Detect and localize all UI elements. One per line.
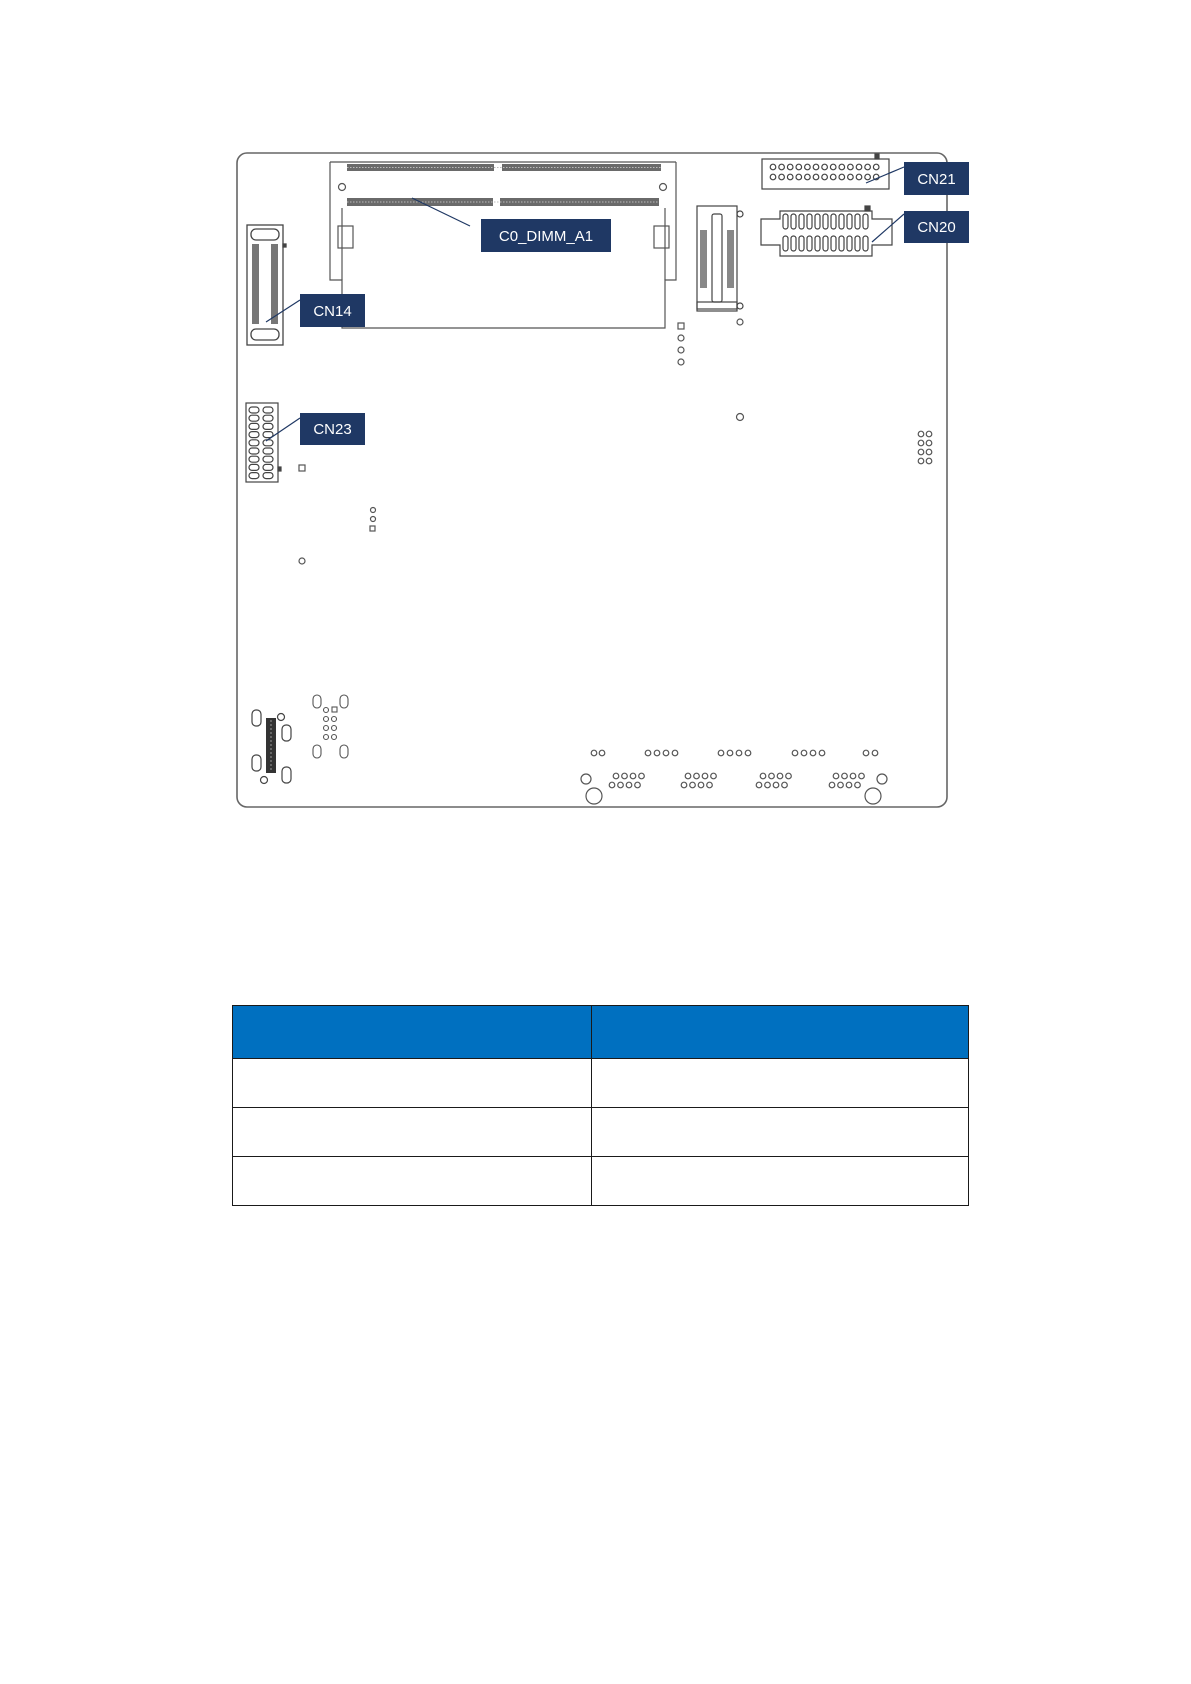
connector-table xyxy=(232,1005,969,1206)
table-cell xyxy=(592,1108,969,1157)
callout-cn21 xyxy=(904,162,969,195)
callout-c0-dimm-a1-label: C0_DIMM_A1 xyxy=(498,228,594,245)
callout-c0-dimm-a1 xyxy=(481,219,611,252)
table-row xyxy=(233,1059,969,1108)
table-cell xyxy=(233,1059,592,1108)
table-row xyxy=(233,1108,969,1157)
table-cell xyxy=(233,1108,592,1157)
callout-cn23 xyxy=(300,413,365,445)
table-header-cell xyxy=(592,1006,969,1059)
table-cell xyxy=(233,1157,592,1206)
callout-cn23-label: CN23 xyxy=(313,421,352,438)
callout-cn14 xyxy=(300,294,365,327)
callout-cn20 xyxy=(904,211,969,243)
table-cell xyxy=(592,1059,969,1108)
callout-cn20-label: CN20 xyxy=(917,219,956,236)
table-header-cell xyxy=(233,1006,592,1059)
table-header-row xyxy=(233,1006,969,1059)
table-row xyxy=(233,1157,969,1206)
table-cell xyxy=(592,1157,969,1206)
callout-cn21-label: CN21 xyxy=(917,171,956,188)
callout-cn14-label: CN14 xyxy=(313,303,352,320)
